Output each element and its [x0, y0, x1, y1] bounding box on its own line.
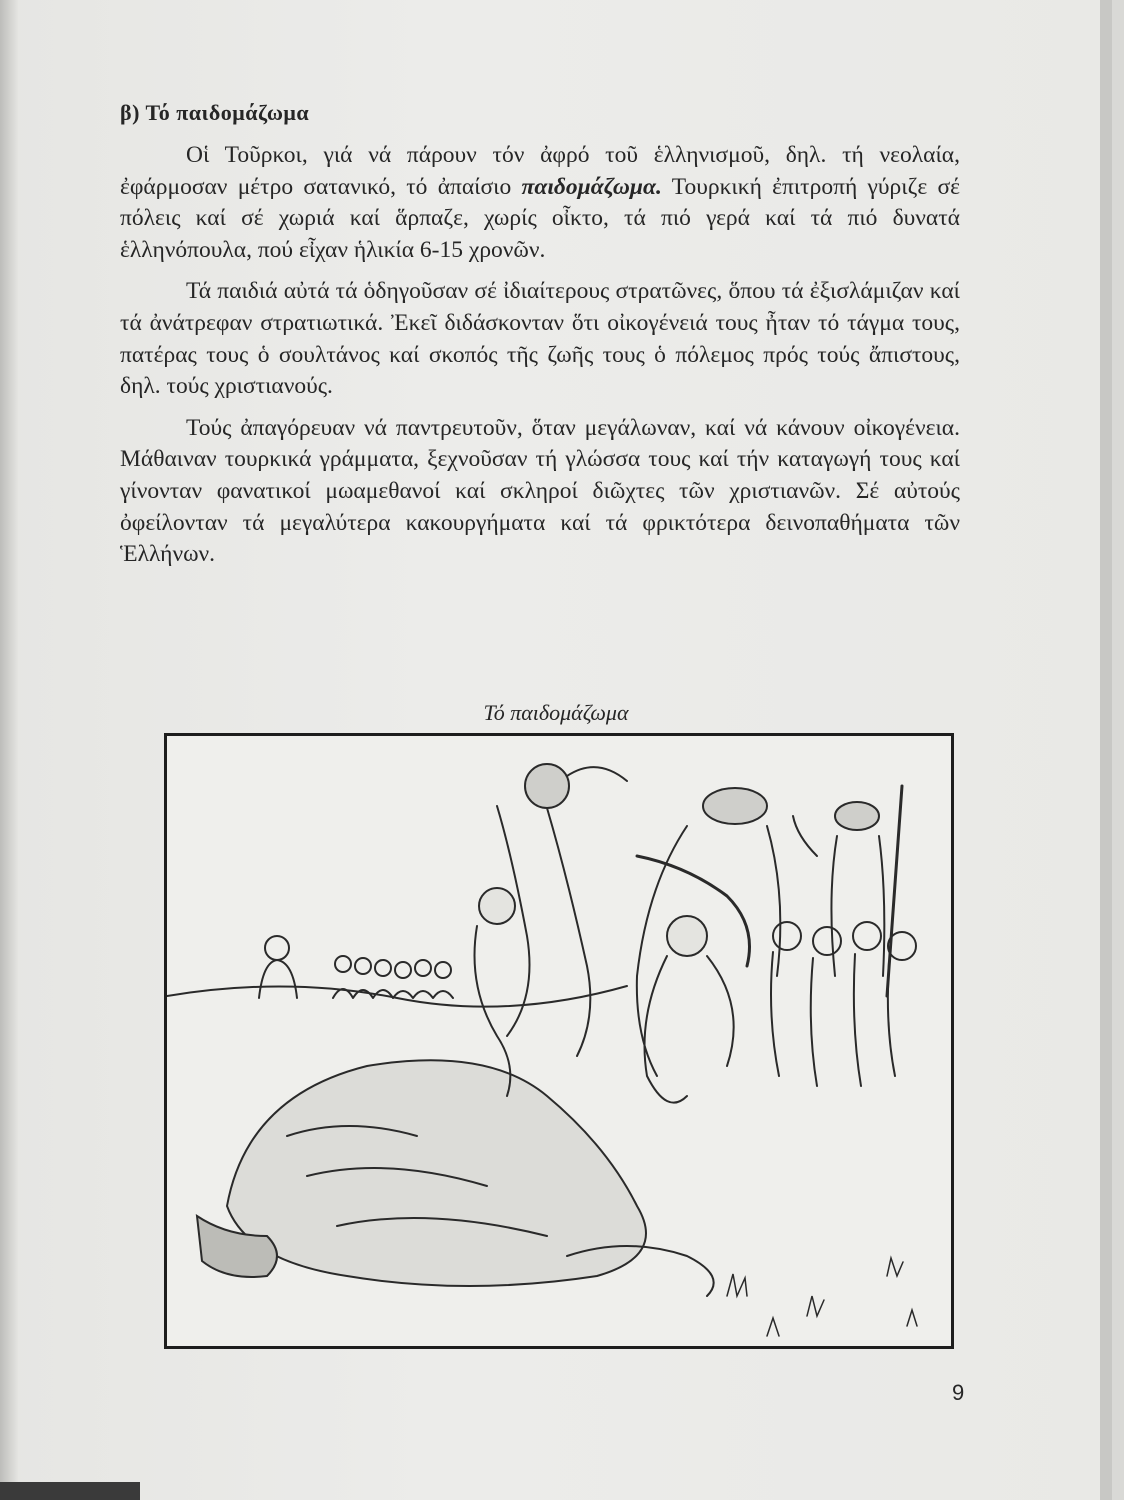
illustration-devshirme	[164, 733, 954, 1349]
paragraph-1	[120, 140, 960, 266]
background-crowd	[259, 936, 453, 998]
paragraph-2: Τά παιδιά αὐτά τά ὁδηγοῦσαν σέ ἰδιαίτερους στρατῶνες, ὅπου τά ἐξισλάμιζαν καί τά ἀνάτρεφαν στρατιωτικά. Ἐκεῖ διδάσκονταν ὅτι οἰκογένειά τους ἦταν τό τάγμα τους, πατέρας τους ὁ σουλτάνος καί σκοπός τῆς ζωῆς τους ὁ πόλεμος πρός τούς ἄπιστους, δηλ. τούς χριστιανούς.	[120, 278, 960, 400]
grass-tufts	[727, 1258, 917, 1336]
emphasized-term: παιδομάζωμα.	[521, 173, 662, 200]
section-heading: β) Τό παιδομάζωμα	[120, 100, 310, 125]
illustration-drawing	[167, 736, 951, 1346]
right-group	[771, 922, 916, 1086]
figure-caption: Τό παιδομάζωμα	[483, 700, 629, 725]
elder-with-staff	[793, 786, 902, 996]
page-number: 9	[952, 1380, 965, 1405]
fallen-figure	[197, 1060, 714, 1296]
page-edge	[1100, 0, 1112, 1500]
paragraph-3: Τούς ἀπαγόρευαν νά παντρευτοῦν, ὅταν μεγάλωναν, καί νά κάνουν οἰκογένεια. Μάθαιναν τουρκικά γράμματα, ξεχνοῦσαν τή γλώσσα τους καί τήν καταγωγή τους καί γίνονταν φανατικοί μωαμεθανοί καί σκληροί διῶχτες τῶν χριστιανῶν. Σέ αὐτούς ὀφείλονταν τά μεγαλύτερα κακουργήματα καί τά φρικτότερα δεινοπαθήματα τῶν Ἑλλήνων.	[120, 414, 960, 568]
horizon-line	[167, 986, 627, 1007]
central-figures	[475, 764, 781, 1103]
body-text	[120, 140, 960, 581]
paragraph-1-end: Τουρκική ἐπιτροπή γύριζε σέ πόλεις καί σέ χωριά καί ἅρπαζε, χωρίς οἶκτο, τά πιό γερά καί τά πιό δυνατά ἑλληνόπουλα, πού εἶχαν ἡλικία 6-15 χρονῶν.	[120, 173, 960, 263]
page-binding	[0, 0, 18, 1500]
scan-shadow	[0, 1482, 140, 1500]
paragraph-1-start: Οἱ Τοῦρκοι, γιά νά πάρουν τόν ἀφρό τοῦ ἑλληνισμοῦ, δηλ. τή νεολαία, ἐφάρμοσαν μέτρο σατανικό, τό ἀπαίσιο	[120, 142, 960, 200]
